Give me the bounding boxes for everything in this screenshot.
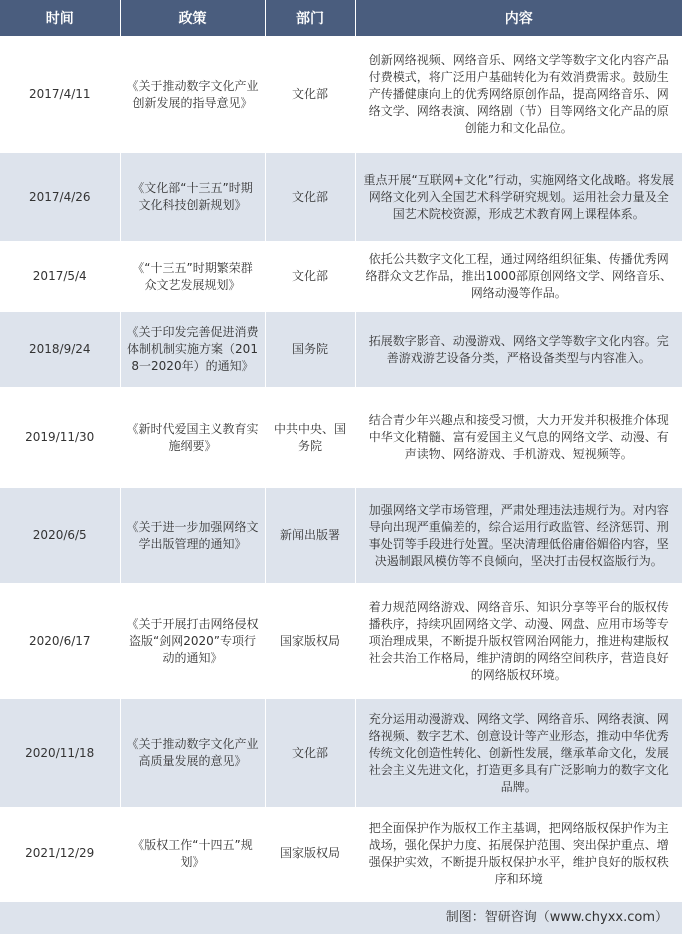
row-department: 文化部 (265, 699, 355, 807)
row-date: 2020/6/17 (0, 583, 120, 699)
header-date: 时间 (0, 0, 120, 36)
row-content: 充分运用动漫游戏、网络文学、网络音乐、网络表演、网络视频、数字艺术、创意设计等产业形态，推动中华优秀传统文化创造性转化、创新性发展，继承革命文化，发展社会主义先进文化，打造更多具有广泛影响力的数字文化品牌。 (355, 699, 682, 807)
table-body (0, 36, 682, 900)
row-department: 国家版权局 (265, 807, 355, 900)
row-policy: 《新时代爱国主义教育实施纲要》 (120, 387, 265, 488)
table-row (0, 699, 682, 807)
header-department: 部门 (265, 0, 355, 36)
row-date: 2019/11/30 (0, 387, 120, 488)
row-department: 国家版权局 (265, 583, 355, 699)
row-policy: 《关于进一步加强网络文学出版管理的通知》 (120, 488, 265, 583)
row-content: 创新网络视频、网络音乐、网络文学等数字文化内容产品付费模式，将广泛用户基础转化为有效消费需求。鼓励生产传播健康向上的优秀网络原创作品，提高网络音乐、网络文学、网络表演、网络剧（节）目等网络文化产品的原创能力和文化品位。 (355, 36, 682, 153)
table-row (0, 807, 682, 900)
table-row (0, 583, 682, 699)
header-content: 内容 (355, 0, 682, 36)
row-policy: 《版权工作“十四五”规划》 (120, 807, 265, 900)
table-row (0, 241, 682, 312)
table-row (0, 312, 682, 387)
source-footer: 制图：智研咨询（www.chyxx.com） (0, 902, 682, 934)
row-date: 2021/12/29 (0, 807, 120, 900)
row-policy: 《关于印发完善促进消费体制机制实施方案（2018一2020年）的通知》 (120, 312, 265, 387)
row-policy: 《关于开展打击网络侵权盗版“剑网2020”专项行动的通知》 (120, 583, 265, 699)
table-header (0, 0, 682, 36)
row-department: 文化部 (265, 241, 355, 312)
row-policy: 《关于推动数字文化产业创新发展的指导意见》 (120, 36, 265, 153)
row-policy: 《“十三五”时期繁荣群众文艺发展规划》 (120, 241, 265, 312)
row-department: 文化部 (265, 153, 355, 241)
row-content: 拓展数字影音、动漫游戏、网络文学等数字文化内容。完善游戏游艺设备分类，严格设备类型与内容准入。 (355, 312, 682, 387)
row-date: 2017/4/26 (0, 153, 120, 241)
row-policy: 《关于推动数字文化产业高质量发展的意见》 (120, 699, 265, 807)
row-date: 2017/4/11 (0, 36, 120, 153)
row-content: 加强网络文学市场管理，严肃处理违法违规行为。对内容导向出现严重偏差的，综合运用行政监管、经济惩罚、刑事处罚等手段进行处置。坚决清理低俗庸俗媚俗内容，坚决遏制跟风模仿等不良倾向，坚决打击侵权盗版行为。 (355, 488, 682, 583)
row-content: 依托公共数字文化工程，通过网络组织征集、传播优秀网络群众文艺作品，推出1000部原创网络文学、网络音乐、网络动漫等作品。 (355, 241, 682, 312)
row-content: 重点开展“互联网+文化”行动，实施网络文化战略。将发展网络文化列入全国艺术科学研究规划。运用社会力量及全国艺术院校资源，形成艺术教育网上课程体系。 (355, 153, 682, 241)
table-row (0, 488, 682, 583)
table-row (0, 36, 682, 153)
row-content: 着力规范网络游戏、网络音乐、知识分享等平台的版权传播秩序，持续巩固网络文学、动漫、网盘、应用市场等专项治理成果，不断提升版权管网治网能力，推进构建版权社会共治工作格局，维护清朗的网络空间秩序，营造良好的网络版权环境。 (355, 583, 682, 699)
table-row (0, 153, 682, 241)
row-department: 文化部 (265, 36, 355, 153)
row-department: 新闻出版署 (265, 488, 355, 583)
table-row (0, 387, 682, 488)
header-policy: 政策 (120, 0, 265, 36)
row-policy: 《文化部“十三五”时期文化科技创新规划》 (120, 153, 265, 241)
row-content: 结合青少年兴趣点和接受习惯，大力开发并积极推介体现中华文化精髓、富有爱国主义气息的网络文学、动漫、有声读物、网络游戏、手机游戏、短视频等。 (355, 387, 682, 488)
row-content: 把全面保护作为版权工作主基调，把网络版权保护作为主战场，强化保护力度、拓展保护范围、突出保护重点、增强保护实效，不断提升版权保护水平，维护良好的版权秩序和环境 (355, 807, 682, 900)
row-department: 国务院 (265, 312, 355, 387)
row-date: 2018/9/24 (0, 312, 120, 387)
row-date: 2020/11/18 (0, 699, 120, 807)
row-department: 中共中央、国务院 (265, 387, 355, 488)
row-date: 2020/6/5 (0, 488, 120, 583)
row-date: 2017/5/4 (0, 241, 120, 312)
